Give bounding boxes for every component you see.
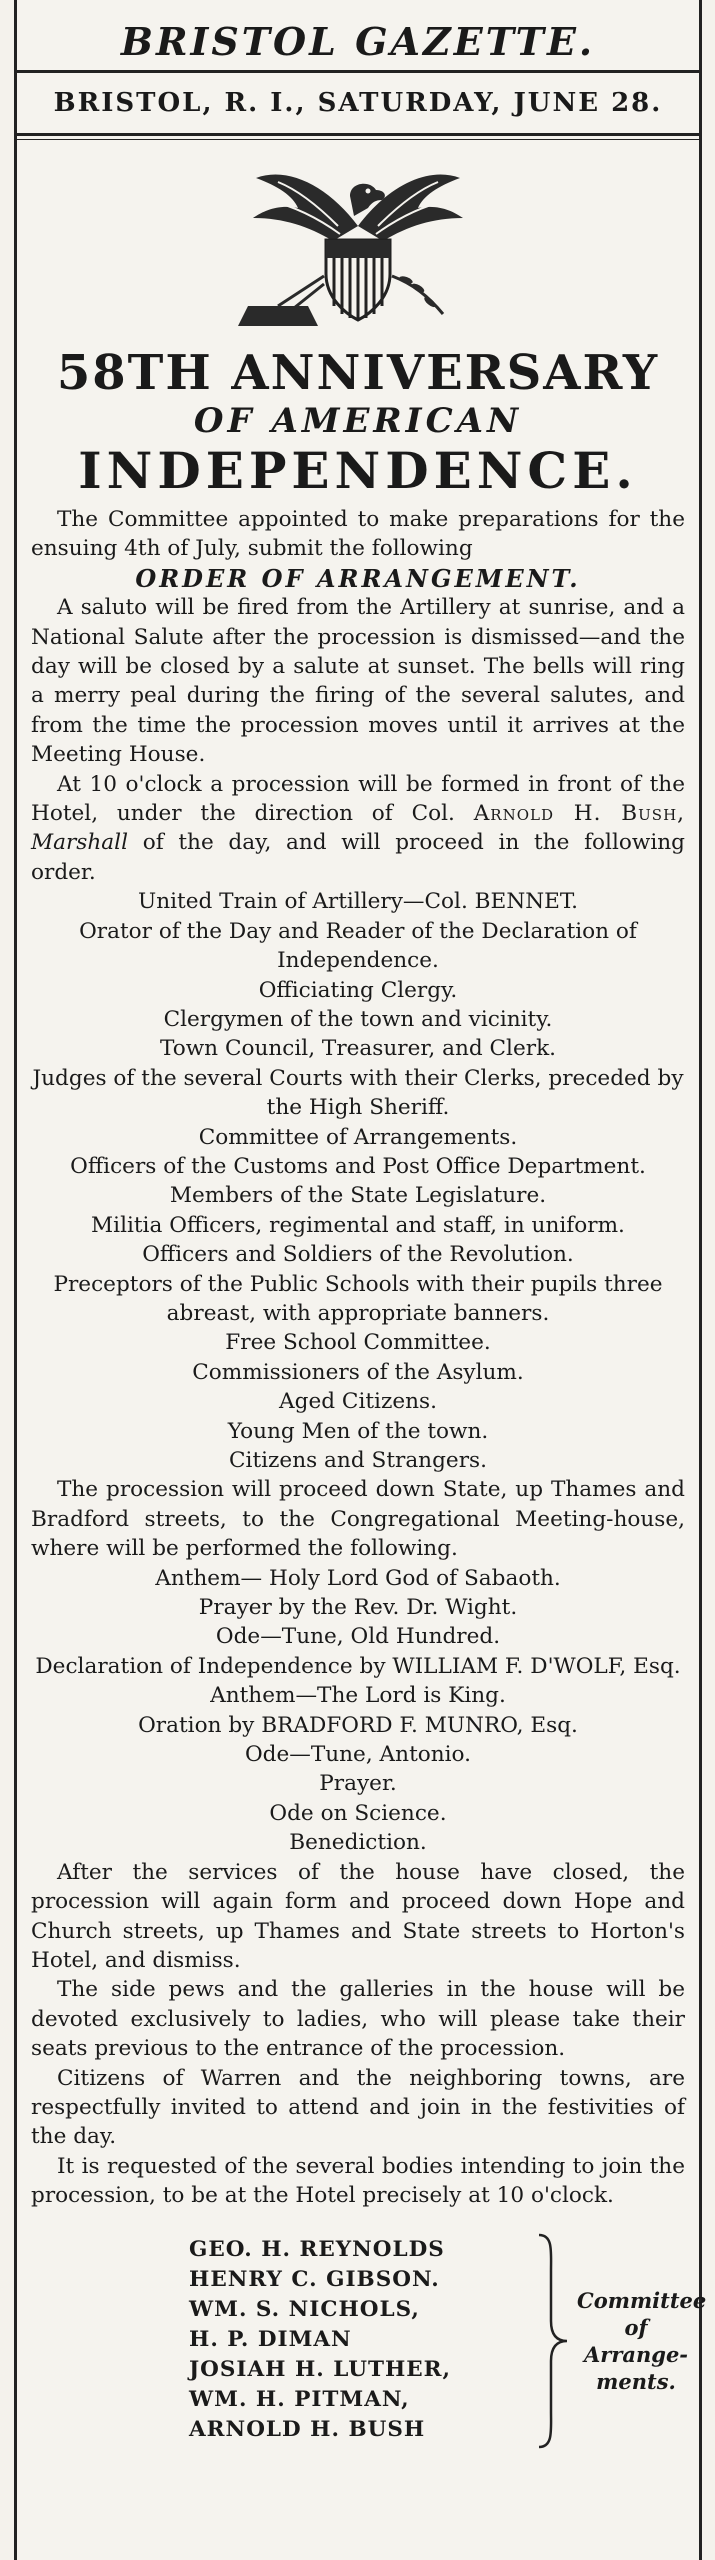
program-item: Prayer. [319,1771,397,1797]
route-paragraph: The procession will proceed down State, up Thames and Bradford streets, to the Congregational Meeting-house, where will be performed the following. [31,1477,685,1562]
signatory-list [189,2235,451,2445]
closing-paragraph: After the services of the house have closed, the procession will again form and proceed down Hope and Church streets, up Thames and State streets to Horton's Hotel, and dismiss. [31,1859,685,1973]
order-item: Aged Citizens. [279,1389,437,1415]
dateline: BRISTOL, R. I., SATURDAY, JUNE 28. [53,88,663,118]
marshall-title: Marshall [31,830,128,856]
order-item: Officiating Clergy. [258,977,458,1003]
procession-paragraph [31,770,685,888]
marshall-name: Arnold H. Bush, [473,801,686,827]
program-item: Prayer by the Rev. Dr. Wight. [198,1595,518,1621]
procession-text-before: At 10 o'clock a procession will be formed in front of the Hotel, under the direction of Col. [31,771,685,827]
article-body [17,505,707,2519]
salute-paragraph: A saluto will be fired from the Artillery at sunrise, and a National Salute after the procession is dismissed—and the day will be closed by a salute at sunset. The bells will ring a merry peal during the firing of the several salutes, and from the time the procession moves until it arrives at the Meeting House. [31,595,685,768]
program-item: Declaration of Independence by WILLIAM F. D'WOLF, Esq. [35,1653,681,1679]
order-item: Judges of the several Courts with their Clerks, preceded by the High Sheriff. [32,1065,684,1121]
eagle-shield-icon [238,156,478,331]
signatory: H. P. DIMAN [189,2326,352,2352]
order-item: Officers and Soldiers of the Revolution. [142,1242,574,1268]
order-item: Young Men of the town. [227,1418,489,1444]
intro-paragraph: The Committee appointed to make preparations for the ensuing 4th of July, submit the following [31,507,685,562]
signatory: GEO. H. REYNOLDS [189,2236,445,2262]
program-item: Ode—Tune, Antonio. [244,1742,472,1768]
program-item: Anthem—The Lord is King. [210,1683,506,1709]
dateline-rule-bottom [17,139,699,140]
order-item: Clergymen of the town and vicinity. [163,1006,553,1032]
newspaper-page [14,0,707,2560]
heading-anniversary: 58TH ANNIVERSARY [56,345,660,401]
committee-label-line: Committee [577,2287,707,2313]
order-item: Citizens and Strangers. [229,1448,487,1473]
closing-paragraph: Citizens of Warren and the neighboring towns, are respectfully invited to attend and join in the festivities of the day. [31,2065,685,2150]
program-list [31,1564,685,1858]
signatory: JOSIAH H. LUTHER, [189,2356,451,2382]
signatory: ARNOLD H. BUSH [189,2416,426,2442]
order-item: Commissioners of the Asylum. [192,1359,524,1385]
signature-block [31,2229,707,2519]
procession-text-after: of the day, and will proceed in the following order. [31,830,685,885]
signatory: HENRY C. GIBSON. [189,2266,440,2292]
brace-icon [533,2231,573,2451]
program-item: Benediction. [289,1830,427,1856]
order-item: Town Council, Treasurer, and Clerk. [159,1036,557,1062]
signatory: WM. H. PITMAN, [189,2386,410,2412]
heading-independence: INDEPENDENCE. [78,441,638,500]
order-heading: ORDER OF ARRANGEMENT. [135,563,581,593]
dateline-rule-top [17,133,699,136]
committee-label-line: of [624,2314,648,2340]
order-item: United Train of Artillery—Col. BENNET. [138,889,578,915]
committee-label [577,2287,707,2395]
eagle-illustration [17,156,699,331]
closing-paragraph: It is requested of the several bodies intending to join the procession, to be at the Hotel precisely at 10 o'clock. [31,2153,685,2209]
order-item: Orator of the Day and Reader of the Declaration of Independence. [79,918,637,974]
heading-of-american: OF AMERICAN [193,401,523,441]
order-item: Free School Committee. [225,1330,491,1356]
order-item: Preceptors of the Public Schools with their pupils three abreast, with appropriate banners. [53,1271,663,1326]
program-item: Oration by BRADFORD F. MUNRO, Esq. [138,1712,578,1738]
masthead: BRISTOL GAZETTE. [120,19,596,64]
order-item: Members of the State Legislature. [169,1183,547,1209]
program-item: Anthem— Holy Lord God of Sabaoth. [155,1565,561,1591]
order-list [31,887,685,1475]
committee-label-line: ments. [596,2368,676,2394]
order-item: Officers of the Customs and Post Office Department. [70,1153,646,1179]
committee-label-line: Arrange- [583,2341,689,2367]
closing-paragraph: The side pews and the galleries in the house will be devoted exclusively to ladies, who will please take their seats previous to the entrance of the procession. [31,1977,685,2062]
order-item: Committee of Arrangements. [198,1124,518,1150]
program-item: Ode—Tune, Old Hundred. [215,1624,501,1650]
order-item: Militia Officers, regimental and staff, in uniform. [91,1212,625,1238]
program-item: Ode on Science. [269,1800,447,1826]
signatory: WM. S. NICHOLS, [189,2296,420,2322]
